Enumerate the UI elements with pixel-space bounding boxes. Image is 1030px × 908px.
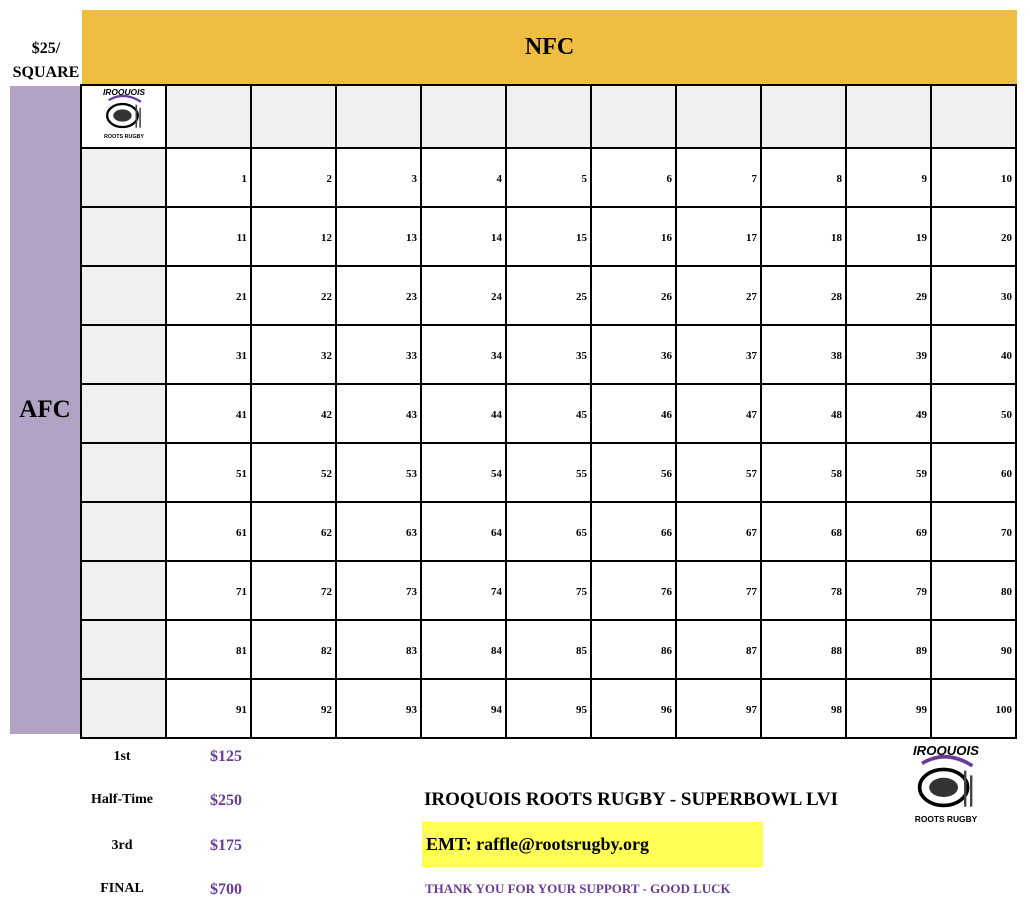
nfc-score-cell[interactable]: [506, 85, 591, 148]
squares-grid: [80, 84, 1017, 739]
afc-score-cell[interactable]: [81, 325, 166, 384]
grid-square[interactable]: 96: [591, 679, 676, 738]
grid-square[interactable]: 32: [251, 325, 336, 384]
grid-row: [81, 620, 1016, 679]
grid-square[interactable]: 65: [506, 502, 591, 561]
grid-square[interactable]: 18: [761, 207, 846, 266]
grid-square[interactable]: 69: [846, 502, 931, 561]
grid-square[interactable]: 66: [591, 502, 676, 561]
grid-square[interactable]: 95: [506, 679, 591, 738]
grid-square[interactable]: 35: [506, 325, 591, 384]
grid-square[interactable]: 56: [591, 443, 676, 502]
grid-square[interactable]: 74: [421, 561, 506, 620]
grid-square[interactable]: 88: [761, 620, 846, 679]
grid-square[interactable]: 19: [846, 207, 931, 266]
footer-logo: [910, 740, 982, 835]
afc-score-cell[interactable]: [81, 148, 166, 207]
grid-square[interactable]: 55: [506, 443, 591, 502]
emt-contact-text: EMT: raffle@rootsrugby.org: [426, 834, 650, 854]
grid-square[interactable]: 44: [421, 384, 506, 443]
grid-square[interactable]: 99: [846, 679, 931, 738]
squares-grid-body: [81, 85, 1016, 738]
grid-square[interactable]: 62: [251, 502, 336, 561]
grid-square[interactable]: 26: [591, 266, 676, 325]
prize-amount-half-time: $250: [210, 792, 242, 809]
grid-square[interactable]: 54: [421, 443, 506, 502]
grid-square[interactable]: 57: [676, 443, 761, 502]
grid-square[interactable]: 38: [761, 325, 846, 384]
grid-square[interactable]: 21: [166, 266, 251, 325]
grid-square[interactable]: 46: [591, 384, 676, 443]
rugby-ball-logo-icon: [910, 740, 982, 830]
nfc-score-cell[interactable]: [336, 85, 421, 148]
afc-score-cell[interactable]: [81, 679, 166, 738]
nfc-score-cell[interactable]: [251, 85, 336, 148]
afc-label: AFC: [19, 396, 71, 423]
grid-square[interactable]: 53: [336, 443, 421, 502]
grid-square[interactable]: 87: [676, 620, 761, 679]
grid-square[interactable]: 68: [761, 502, 846, 561]
nfc-score-cell[interactable]: [846, 85, 931, 148]
grid-row: [81, 502, 1016, 561]
afc-score-cell[interactable]: [81, 561, 166, 620]
grid-square[interactable]: 28: [761, 266, 846, 325]
grid-square[interactable]: 49: [846, 384, 931, 443]
grid-square[interactable]: 20: [931, 207, 1016, 266]
afc-score-cell[interactable]: [81, 502, 166, 561]
prize-amount-1st: $125: [210, 748, 242, 765]
grid-square[interactable]: 1: [166, 148, 251, 207]
grid-square[interactable]: 11: [166, 207, 251, 266]
grid-square[interactable]: 34: [421, 325, 506, 384]
prize-label-final: FINAL: [100, 881, 144, 896]
grid-square[interactable]: 79: [846, 561, 931, 620]
nfc-score-cell[interactable]: [421, 85, 506, 148]
grid-square[interactable]: 70: [931, 502, 1016, 561]
grid-square[interactable]: 81: [166, 620, 251, 679]
grid-square[interactable]: 89: [846, 620, 931, 679]
grid-square[interactable]: 51: [166, 443, 251, 502]
grid-square[interactable]: 94: [421, 679, 506, 738]
grid-square[interactable]: 10: [931, 148, 1016, 207]
grid-square[interactable]: 47: [676, 384, 761, 443]
grid-square[interactable]: 2: [251, 148, 336, 207]
grid-square[interactable]: 24: [421, 266, 506, 325]
grid-square[interactable]: 83: [336, 620, 421, 679]
grid-square[interactable]: 33: [336, 325, 421, 384]
nfc-score-cell[interactable]: [761, 85, 846, 148]
grid-square[interactable]: 58: [761, 443, 846, 502]
grid-square[interactable]: 52: [251, 443, 336, 502]
grid-square[interactable]: 39: [846, 325, 931, 384]
grid-square[interactable]: 82: [251, 620, 336, 679]
grid-square[interactable]: 97: [676, 679, 761, 738]
grid-row: [81, 561, 1016, 620]
grid-square[interactable]: 100: [931, 679, 1016, 738]
grid-square[interactable]: 14: [421, 207, 506, 266]
price-amount: $25/: [31, 40, 61, 57]
grid-row: [81, 148, 1016, 207]
grid-square[interactable]: 23: [336, 266, 421, 325]
grid-square[interactable]: 84: [421, 620, 506, 679]
grid-square[interactable]: 8: [761, 148, 846, 207]
grid-square[interactable]: 72: [251, 561, 336, 620]
grid-row: [81, 443, 1016, 502]
grid-square[interactable]: 63: [336, 502, 421, 561]
prize-amount-final: $700: [210, 881, 242, 898]
grid-square[interactable]: 60: [931, 443, 1016, 502]
logo-bottom-text: ROOTS RUGBY: [914, 814, 978, 825]
grid-row: [81, 325, 1016, 384]
grid-square[interactable]: 93: [336, 679, 421, 738]
emt-contact-box: [422, 822, 763, 867]
grid-square[interactable]: 78: [761, 561, 846, 620]
nfc-label: NFC: [524, 33, 575, 60]
thank-you-note: THANK YOU FOR YOUR SUPPORT - GOOD LUCK: [425, 881, 731, 896]
grid-square[interactable]: 25: [506, 266, 591, 325]
rugby-ball-logo-icon: [101, 86, 147, 142]
grid-square[interactable]: 67: [676, 502, 761, 561]
grid-square[interactable]: 27: [676, 266, 761, 325]
afc-score-cell[interactable]: [81, 443, 166, 502]
grid-square[interactable]: 98: [761, 679, 846, 738]
nfc-score-cell[interactable]: [591, 85, 676, 148]
grid-square[interactable]: 9: [846, 148, 931, 207]
afc-score-cell[interactable]: [81, 384, 166, 443]
grid-square[interactable]: 36: [591, 325, 676, 384]
grid-row: [81, 384, 1016, 443]
logo-top-text: IROQUOIS: [913, 743, 979, 758]
grid-square[interactable]: 42: [251, 384, 336, 443]
prize-label-1st: 1st: [113, 749, 131, 764]
grid-square[interactable]: 29: [846, 266, 931, 325]
grid-square[interactable]: 6: [591, 148, 676, 207]
grid-square[interactable]: 76: [591, 561, 676, 620]
prize-label-3rd: 3rd: [111, 838, 133, 853]
grid-square[interactable]: 80: [931, 561, 1016, 620]
grid-square[interactable]: 5: [506, 148, 591, 207]
grid-row: [81, 266, 1016, 325]
grid-square[interactable]: 3: [336, 148, 421, 207]
price-per-square: [6, 37, 86, 85]
grid-square[interactable]: 13: [336, 207, 421, 266]
grid-square[interactable]: 91: [166, 679, 251, 738]
grid-square[interactable]: 30: [931, 266, 1016, 325]
grid-square[interactable]: 85: [506, 620, 591, 679]
afc-score-cell[interactable]: [81, 620, 166, 679]
grid-square[interactable]: 43: [336, 384, 421, 443]
nfc-score-cell[interactable]: [931, 85, 1016, 148]
grid-square[interactable]: 22: [251, 266, 336, 325]
nfc-score-row: [81, 85, 1016, 148]
logo-bottom-text: ROOTS RUGBY: [103, 133, 144, 140]
grid-square[interactable]: 12: [251, 207, 336, 266]
grid-square[interactable]: 4: [421, 148, 506, 207]
nfc-score-cell[interactable]: [166, 85, 251, 148]
prize-label-half-time: Half-Time: [91, 792, 153, 807]
grid-square[interactable]: 75: [506, 561, 591, 620]
grid-square[interactable]: 50: [931, 384, 1016, 443]
grid-square[interactable]: 45: [506, 384, 591, 443]
grid-square[interactable]: 71: [166, 561, 251, 620]
grid-square[interactable]: 86: [591, 620, 676, 679]
afc-score-cell[interactable]: [81, 207, 166, 266]
afc-header: [10, 86, 80, 734]
grid-square[interactable]: 16: [591, 207, 676, 266]
grid-square[interactable]: 7: [676, 148, 761, 207]
grid-square[interactable]: 15: [506, 207, 591, 266]
grid-square[interactable]: 90: [931, 620, 1016, 679]
grid-square[interactable]: 64: [421, 502, 506, 561]
grid-square[interactable]: 17: [676, 207, 761, 266]
grid-square[interactable]: 31: [166, 325, 251, 384]
price-unit: SQUARE: [12, 64, 80, 81]
grid-row: [81, 679, 1016, 738]
grid-row: [81, 207, 1016, 266]
grid-square[interactable]: 59: [846, 443, 931, 502]
nfc-header: [82, 10, 1017, 84]
grid-square[interactable]: 77: [676, 561, 761, 620]
grid-square[interactable]: 40: [931, 325, 1016, 384]
nfc-score-cell[interactable]: [676, 85, 761, 148]
afc-score-cell[interactable]: [81, 266, 166, 325]
grid-square[interactable]: 37: [676, 325, 761, 384]
grid-square[interactable]: 61: [166, 502, 251, 561]
grid-corner-logo: [81, 85, 166, 148]
logo-top-text: IROQUOIS: [102, 86, 145, 97]
grid-square[interactable]: 48: [761, 384, 846, 443]
grid-square[interactable]: 73: [336, 561, 421, 620]
grid-square[interactable]: 92: [251, 679, 336, 738]
prize-amount-3rd: $175: [210, 837, 242, 854]
grid-square[interactable]: 41: [166, 384, 251, 443]
event-title: IROQUOIS ROOTS RUGBY - SUPERBOWL LVI: [424, 789, 839, 810]
